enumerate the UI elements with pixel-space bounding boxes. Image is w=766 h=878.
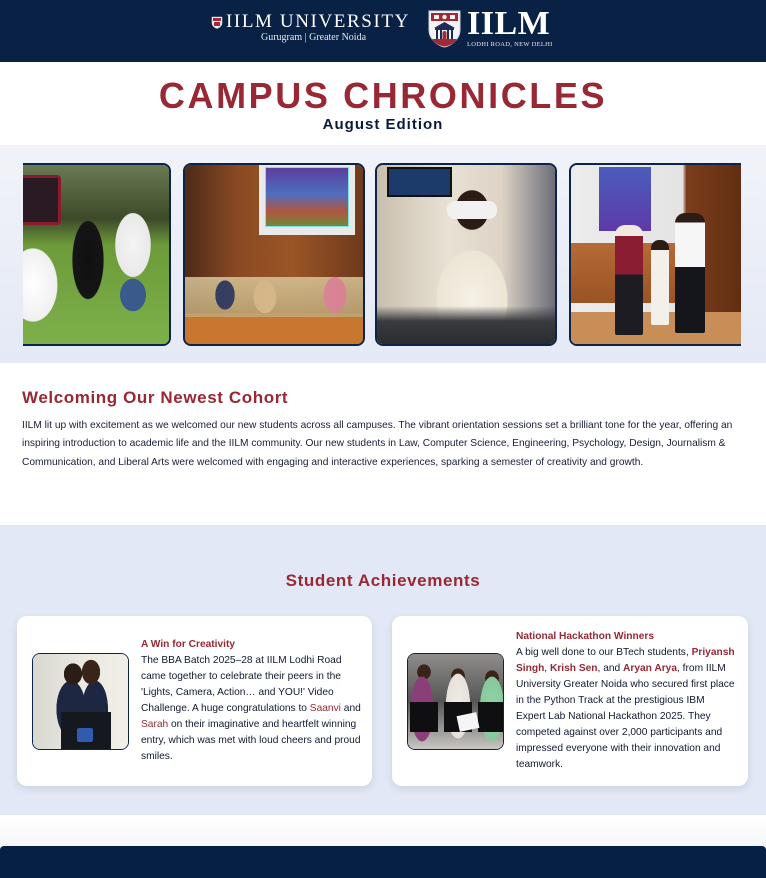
lodhi-road-crest xyxy=(428,10,461,53)
student-name: Saanvi xyxy=(309,703,341,714)
welcome-body: IILM lit up with excitement as we welcomed our new students across all campuses. The vibrant orientation sessions set a brilliant tone for the year, offering an inspiring introduction to academic life and the IILM community. Our new students in Law, Computer Science, Engineering, Psychology, Design, Journalism & Communication, and Liberal Arts were welcomed with engaging and interactive experiences, sparking a semester of creativity and growth. xyxy=(22,420,733,468)
iilm-wordmark: IILM xyxy=(467,5,551,42)
gallery-photo-orientation-panel[interactable] xyxy=(183,163,365,346)
photo-banner-board xyxy=(23,175,61,225)
photo-gallery xyxy=(0,145,766,363)
lodhi-road-location: LODHI ROAD, NEW DELHI xyxy=(467,41,553,48)
achievement-card-creativity xyxy=(17,616,372,786)
projected-slide xyxy=(265,167,349,227)
edition-label: August Edition xyxy=(322,116,444,133)
gallery-photo-vr-experience[interactable] xyxy=(375,163,557,346)
achievement-body: , from IILM University Greater Noida who secured first place in the Python Track at the prestigious IBM Expert Lab National Hackathon 2025. They competed against over 2,000 participants and impressed everyone with their innovation and teamwork. xyxy=(516,663,735,770)
newsletter-title: CAMPUS CHRONICLES xyxy=(158,75,608,116)
achievements-heading: Student Achievements xyxy=(285,571,481,590)
gallery-scroll-track[interactable] xyxy=(23,163,741,346)
crest-building-shield-icon xyxy=(428,10,461,48)
recipient-figure xyxy=(651,240,669,325)
achievement-title: A Win for Creativity xyxy=(141,639,236,650)
iilm-university-logo[interactable] xyxy=(211,12,410,44)
event-poster xyxy=(599,167,651,231)
panel-seating xyxy=(185,277,365,317)
achievement-body: and xyxy=(340,703,361,714)
achievements-section xyxy=(0,525,766,815)
gaming-chair xyxy=(377,306,557,344)
achievement-photo-hackathon[interactable] xyxy=(407,653,504,750)
top-header-bar xyxy=(0,0,766,62)
achievement-card-hackathon xyxy=(392,616,748,786)
vr-headset xyxy=(447,201,497,219)
wall-monitor xyxy=(387,167,452,197)
welcome-section xyxy=(0,363,766,525)
achievement-text xyxy=(516,629,736,773)
iilm-lodhi-road-logo[interactable] xyxy=(467,5,553,49)
section-spacer xyxy=(0,815,766,846)
achievement-body: , xyxy=(544,663,550,674)
university-name: IILM UNIVERSITY xyxy=(226,11,410,32)
achievement-body: , and xyxy=(597,663,624,674)
crest-shield-icon xyxy=(211,16,223,29)
podium-emblem xyxy=(77,728,93,742)
student-name: Krish Sen xyxy=(549,663,598,674)
achievement-text xyxy=(141,637,361,765)
gallery-photo-tug-of-war[interactable] xyxy=(23,163,171,346)
achievement-body: The BBA Batch 2025–28 at IILM Lodhi Road came together to celebrate their peers in the 'Lights, Camera, Action… and YOU!' Video Challenge. A huge congratulations to xyxy=(141,655,342,714)
student-name: Priyansh Singh xyxy=(516,647,735,674)
achievement-title: National Hackathon Winners xyxy=(516,631,655,642)
achievement-body: A big well done to our BTech students, xyxy=(516,647,692,658)
achievement-photo-video-challenge[interactable] xyxy=(32,653,129,750)
campus-locations: Gurugram | Greater Noida xyxy=(261,32,367,43)
newsletter-masthead xyxy=(0,62,766,145)
footer-bar xyxy=(0,846,766,878)
presenter-figure xyxy=(615,225,643,335)
student-name: Aryan Arya xyxy=(623,663,678,674)
student-name: Sarah xyxy=(141,719,169,730)
presenter-figure xyxy=(675,213,705,333)
gallery-photo-award-ceremony[interactable] xyxy=(569,163,741,346)
prize-box xyxy=(410,702,438,732)
achievement-body: on their imaginative and heartfelt winning entry, which was met with loud cheers and proud smiles. xyxy=(141,719,361,762)
prize-box xyxy=(478,702,504,732)
welcome-heading: Welcoming Our Newest Cohort xyxy=(22,388,289,407)
